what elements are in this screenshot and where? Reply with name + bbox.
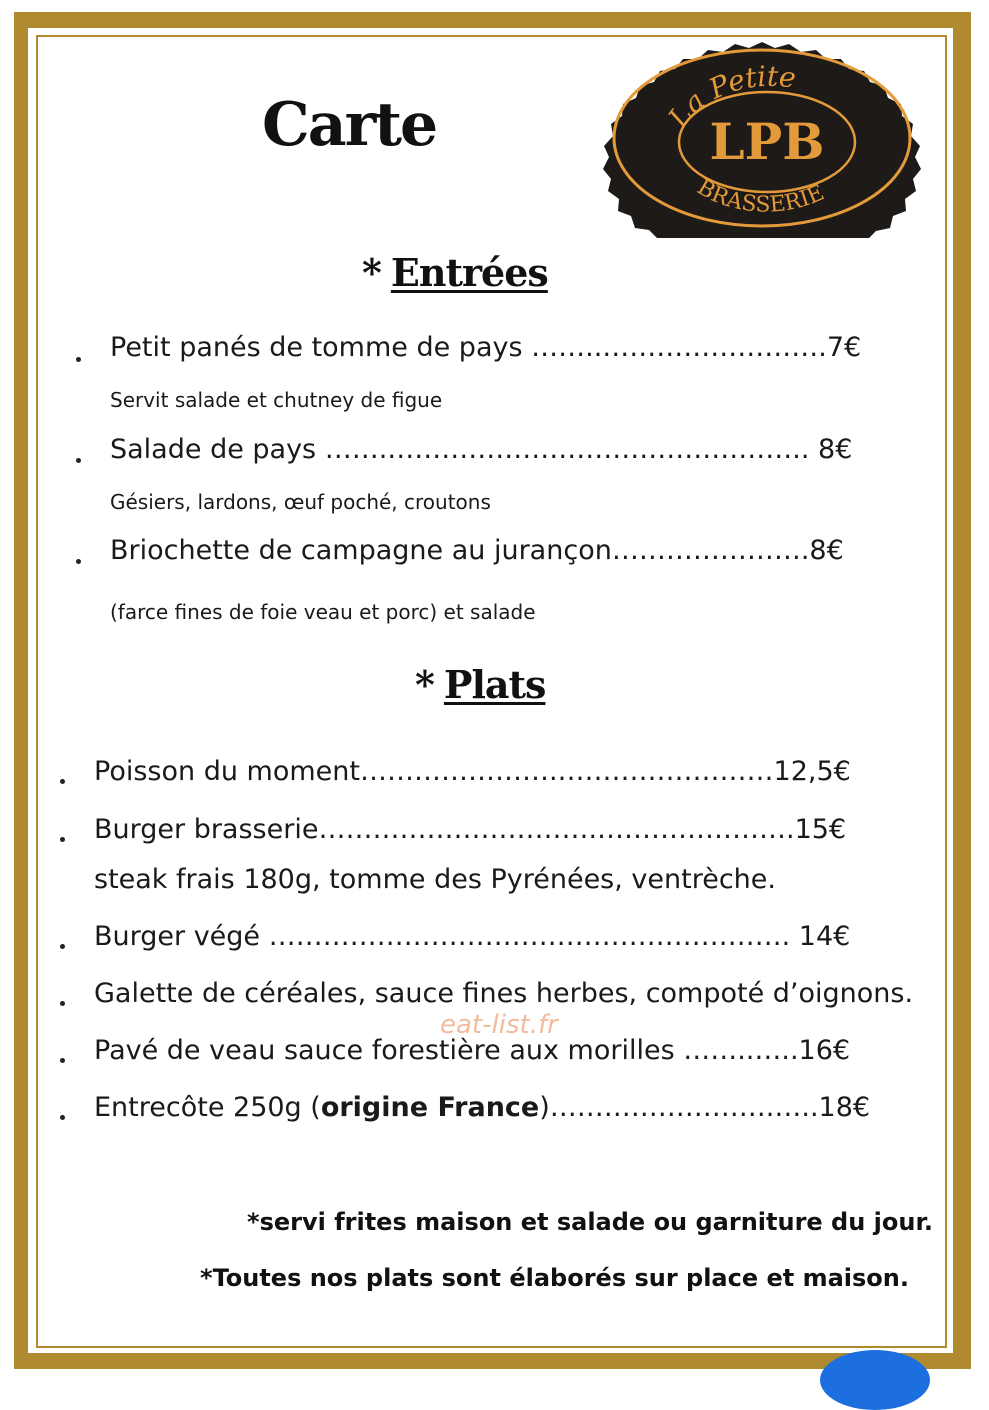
plat-description: steak frais 180g, tomme des Pyrénées, ventrèche. <box>94 864 776 895</box>
logo-text-top: La Petite <box>661 59 798 134</box>
plat-item: Burger végé …………………………………………………. 14€ <box>94 921 851 952</box>
entree-description: Servit salade et chutney de figue <box>110 388 443 412</box>
bullet-icon <box>60 1001 65 1006</box>
plat-item: Pavé de veau sauce forestière aux morilles ……..…..16€ <box>94 1035 851 1066</box>
section-label: Plats <box>443 662 546 707</box>
origin-label: origine France <box>320 1092 540 1123</box>
page-title: Carte <box>262 90 437 160</box>
logo-monogram: LPB <box>709 112 825 171</box>
entree-item: Briochette de campagne au jurançon………………….8€ <box>110 535 844 566</box>
entree-item: Salade de pays …….……………………………………….. 8€ <box>110 434 853 465</box>
plat-item: Poisson du moment………………….……………………12,5€ <box>94 756 851 787</box>
entree-description: (farce fines de foie veau et porc) et salade <box>110 600 536 624</box>
watermark-text: eat-list.fr <box>440 1010 558 1040</box>
bullet-icon <box>76 357 81 362</box>
section-star: * <box>362 250 381 295</box>
bullet-icon <box>60 779 65 784</box>
entree-description: Gésiers, lardons, œuf poché, croutons <box>110 490 491 514</box>
overlay-button-edge[interactable] <box>820 1350 930 1410</box>
section-plats-title <box>415 662 545 707</box>
plat-item: Galette de céréales, sauce fines herbes, compoté d’oignons. <box>94 978 914 1009</box>
footnote-sides: *servi frites maison et salade ou garniture du jour. <box>247 1208 933 1236</box>
bullet-icon <box>60 944 65 949</box>
section-entrees-title <box>362 250 548 295</box>
bullet-icon <box>76 458 81 463</box>
bullet-icon <box>76 559 81 564</box>
plat-label-part: )…………………….…..18€ <box>539 1092 871 1123</box>
bullet-icon <box>60 837 65 842</box>
bullet-icon <box>60 1115 65 1120</box>
brasserie-logo <box>597 38 927 238</box>
section-star: * <box>415 662 434 707</box>
logo-text-bottom: BRASSERIE <box>692 174 829 218</box>
footnote-homemade: *Toutes nos plats sont élaborés sur place et maison. <box>200 1264 909 1292</box>
bullet-icon <box>60 1058 65 1063</box>
plat-item <box>94 1092 870 1123</box>
entree-item: Petit panés de tomme de pays ……..…………………….7€ <box>110 332 862 363</box>
plat-item: Burger brasserie………………………….………………….15€ <box>94 814 847 845</box>
plat-label-part: Entrecôte 250g ( <box>94 1092 321 1123</box>
section-label: Entrées <box>390 250 548 295</box>
